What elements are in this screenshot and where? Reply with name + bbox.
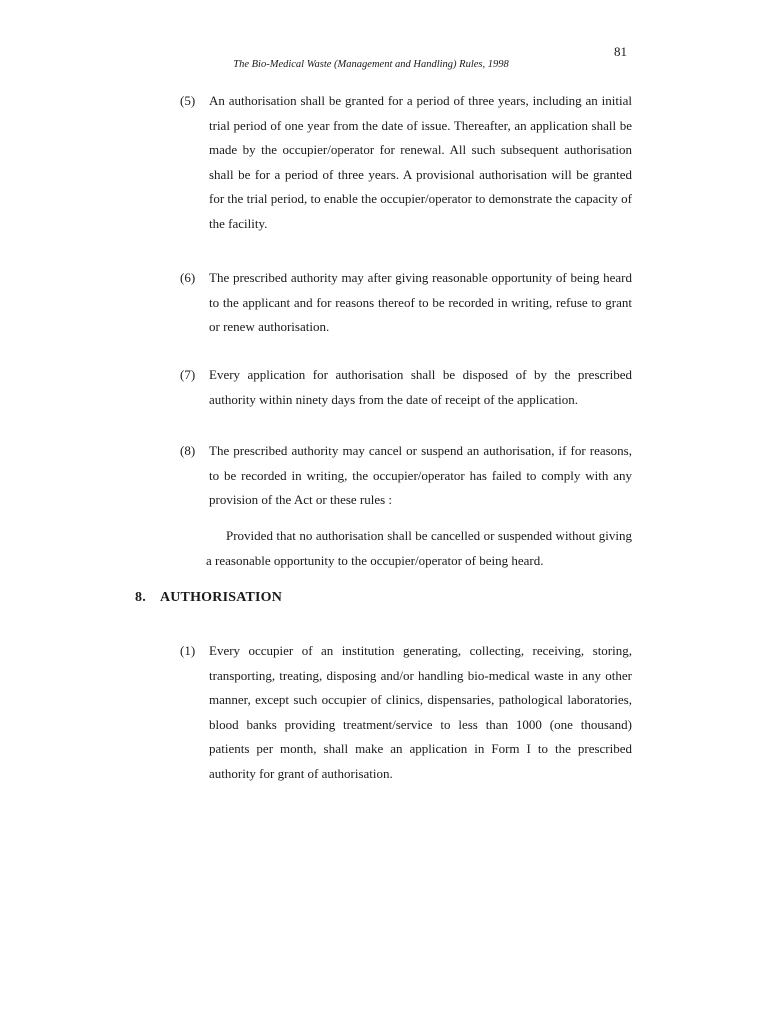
clause-6 bbox=[180, 266, 632, 340]
clause-7 bbox=[180, 363, 632, 412]
clause-number: (5) bbox=[180, 93, 196, 108]
clause-number: (6) bbox=[180, 270, 196, 285]
clause-5 bbox=[180, 89, 632, 236]
section-number: 8. bbox=[135, 590, 146, 605]
proviso-paragraph: Provided that no authorisation shall be cancelled or suspended without giving a reasonable opportunity to the occupier/operator of being heard. bbox=[206, 528, 632, 568]
clause-number: (1) bbox=[180, 643, 196, 658]
clause-number: (7) bbox=[180, 367, 196, 382]
clause-text: Every application for authorisation shall be disposed of by the prescribed authority within ninety days from the date of receipt of the application. bbox=[209, 367, 632, 407]
clause-number: (8) bbox=[180, 443, 196, 458]
clause-text: The prescribed authority may after giving reasonable opportunity of being heard to the applicant and for reasons thereof to be recorded in writing, refuse to grant or renew authorisation. bbox=[209, 270, 632, 334]
clause-text: An authorisation shall be granted for a period of three years, including an initial trial period of one year from the date of issue. Thereafter, an application shall be made by the occupier/operator for renewal. All such subsequent authorisation shall be for a period of three years. A provisional authorisation will be granted for the trial period, to enable the occupier/operator to demonstrate the capacity of the facility. bbox=[209, 93, 632, 231]
clause-text: The prescribed authority may cancel or suspend an authorisation, if for reasons, to be recorded in writing, the occupier/operator has failed to comply with any provision of the Act or these rules : bbox=[209, 443, 632, 507]
clause-8 bbox=[180, 439, 632, 513]
section-title: AUTHORISATION bbox=[159, 590, 283, 605]
section-8-clause-1 bbox=[180, 639, 632, 786]
running-header: The Bio-Medical Waste (Management and Handling) Rules, 1998 bbox=[233, 59, 509, 70]
section-heading bbox=[135, 590, 282, 606]
page-number: 81 bbox=[614, 44, 627, 59]
clause-text: Every occupier of an institution generating, collecting, receiving, storing, transporting, treating, disposing and/or handling bio-medical waste in any other manner, except such occupier of clinics, dispensaries, pathological laboratories, blood banks providing treatment/service to less than 1000 (one thousand) patients per month, shall make an application in Form I to the prescribed authority for grant of authorisation. bbox=[209, 643, 632, 781]
